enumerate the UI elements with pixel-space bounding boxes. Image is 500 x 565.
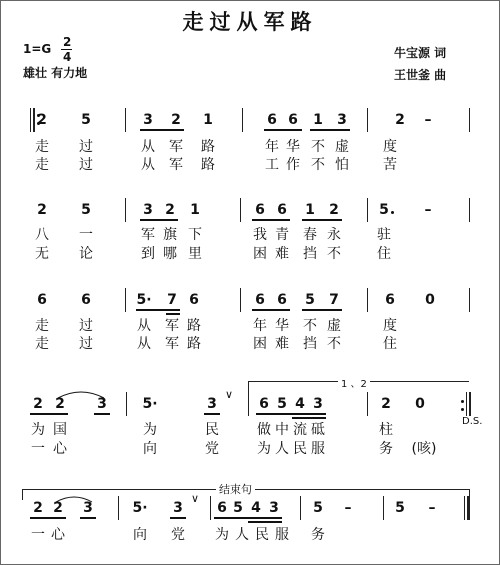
lyric: 虚 bbox=[335, 139, 349, 155]
note: 5· bbox=[142, 396, 158, 412]
lyric: 从 bbox=[137, 336, 151, 352]
lyric: 军 bbox=[169, 139, 183, 155]
lyric: 年 bbox=[265, 139, 279, 155]
lyric: 一 bbox=[31, 527, 45, 543]
note: 3 bbox=[97, 396, 107, 412]
lyric: 论 bbox=[79, 246, 93, 262]
lyric: 向 bbox=[133, 527, 147, 543]
repeat-bar bbox=[30, 108, 31, 132]
lyric: 路 bbox=[201, 157, 215, 173]
note: 3 bbox=[269, 500, 279, 516]
note: 5 bbox=[305, 292, 315, 308]
note: 6 bbox=[267, 112, 277, 128]
note: 6 bbox=[385, 292, 395, 308]
breath-mark: ∨ bbox=[191, 492, 200, 505]
lyric: 过 bbox=[79, 336, 93, 352]
note: 3 bbox=[313, 396, 323, 412]
eighth-underline bbox=[302, 219, 342, 221]
note: 5 bbox=[277, 396, 287, 412]
lyric: 不 bbox=[311, 157, 325, 173]
lyric: 中 bbox=[275, 422, 289, 438]
eighth-underline bbox=[80, 517, 96, 519]
lyric: 为 bbox=[257, 441, 271, 457]
lyric: 华 bbox=[286, 139, 300, 155]
lyric: 柱 bbox=[379, 422, 393, 438]
lyric: 路 bbox=[201, 139, 215, 155]
lyric: 无 bbox=[35, 246, 49, 262]
barline bbox=[367, 392, 368, 416]
barline bbox=[367, 198, 368, 222]
barline bbox=[469, 108, 470, 132]
lyric: 不 bbox=[327, 246, 341, 262]
repeat-bar-thick bbox=[469, 392, 471, 416]
eighth-underline bbox=[264, 129, 302, 131]
lyric: 军 bbox=[141, 227, 155, 243]
dash: – bbox=[424, 202, 432, 218]
composer-credit: 王世釜 曲 bbox=[394, 68, 447, 82]
tie-arc bbox=[54, 494, 94, 503]
barline bbox=[367, 288, 368, 312]
lyric: 不 bbox=[311, 139, 325, 155]
note: 2 bbox=[165, 202, 175, 218]
eighth-underline bbox=[252, 309, 290, 311]
lyric: 过 bbox=[79, 318, 93, 334]
note: 3 bbox=[207, 396, 217, 412]
lyric: 党 bbox=[205, 441, 219, 457]
note: 2 bbox=[171, 112, 181, 128]
lyric: 不 bbox=[303, 318, 317, 334]
lyric: 度 bbox=[383, 139, 397, 155]
lyric: 一 bbox=[79, 227, 93, 243]
eighth-underline bbox=[204, 413, 220, 415]
note: 6 bbox=[277, 292, 287, 308]
lyric: 人 bbox=[275, 441, 289, 457]
eighth-underline bbox=[310, 129, 350, 131]
dash: – bbox=[424, 112, 432, 128]
lyric: 路 bbox=[187, 336, 201, 352]
note: 6 bbox=[37, 292, 47, 308]
lyric: 服 bbox=[311, 441, 325, 457]
lyric: 从 bbox=[137, 318, 151, 334]
lyric: 为 bbox=[31, 422, 45, 438]
note: 2 bbox=[55, 396, 65, 412]
lyric: 驻 bbox=[377, 227, 391, 243]
tie-arc bbox=[56, 389, 106, 399]
lyric: 为 bbox=[215, 527, 229, 543]
note: 7 bbox=[167, 292, 177, 308]
note: 1 bbox=[203, 112, 213, 128]
lyric: 虚 bbox=[327, 318, 341, 334]
time-signature-bottom: 4 bbox=[63, 50, 72, 64]
note: 2 bbox=[37, 202, 47, 218]
barline bbox=[240, 288, 241, 312]
note: 3 bbox=[83, 500, 93, 516]
barline bbox=[469, 198, 470, 222]
note: 7 bbox=[329, 292, 339, 308]
lyric: 砥 bbox=[311, 422, 325, 438]
eighth-underline bbox=[170, 517, 186, 519]
eighth-underline bbox=[256, 413, 326, 415]
lyricist-credit: 牛宝源 词 bbox=[394, 46, 447, 60]
note: 2 bbox=[53, 500, 63, 516]
lyric: 人 bbox=[235, 527, 249, 543]
lyric: 过 bbox=[79, 157, 93, 173]
lyric: 挡 bbox=[303, 336, 317, 352]
lyric: 民 bbox=[255, 527, 269, 543]
lyric: 困 bbox=[253, 336, 267, 352]
note: 6 bbox=[277, 202, 287, 218]
note: 1 bbox=[305, 202, 315, 218]
dash: – bbox=[428, 500, 436, 516]
dash: – bbox=[344, 500, 352, 516]
lyric: 心 bbox=[53, 441, 67, 457]
time-signature-top: 2 bbox=[63, 35, 72, 49]
lyric: 党 bbox=[171, 527, 185, 543]
note: 3 bbox=[173, 500, 183, 516]
key-signature: 1=G bbox=[23, 42, 52, 56]
lyric: 走 bbox=[35, 139, 49, 155]
note: 5 bbox=[233, 500, 243, 516]
repeat-dot bbox=[461, 400, 464, 403]
note: 3 bbox=[143, 202, 153, 218]
lyric: 永 bbox=[327, 227, 341, 243]
eighth-underline bbox=[30, 413, 68, 415]
volta-label: 1 、2 bbox=[338, 375, 370, 390]
barline bbox=[367, 108, 368, 132]
note: 6 bbox=[81, 292, 91, 308]
lyric: 不 bbox=[327, 336, 341, 352]
barline bbox=[125, 198, 126, 222]
eighth-underline bbox=[30, 517, 66, 519]
lyric: 挡 bbox=[303, 246, 317, 262]
score-title: 走过从军路 bbox=[182, 10, 318, 34]
note: 3 bbox=[143, 112, 153, 128]
note: 2 bbox=[329, 202, 339, 218]
lyric: 工 bbox=[265, 157, 279, 173]
lyric: 从 bbox=[141, 157, 155, 173]
note: 5· bbox=[132, 500, 148, 516]
note: 3 bbox=[337, 112, 347, 128]
eighth-underline bbox=[214, 517, 282, 519]
lyric: 旗 bbox=[163, 227, 177, 243]
barline bbox=[240, 198, 241, 222]
lyric: 军 bbox=[169, 157, 183, 173]
lyric: 军 bbox=[165, 318, 179, 334]
barline bbox=[242, 108, 243, 132]
rest: 0 bbox=[415, 396, 425, 412]
lyric: 华 bbox=[275, 318, 289, 334]
lyric: 一 bbox=[31, 441, 45, 457]
lyric: 下 bbox=[188, 227, 202, 243]
lyric: 心 bbox=[51, 527, 65, 543]
barline bbox=[383, 496, 384, 520]
lyric: 军 bbox=[165, 336, 179, 352]
note: 6 bbox=[255, 202, 265, 218]
lyric: 哪 bbox=[163, 246, 177, 262]
lyric: 住 bbox=[377, 246, 391, 262]
breath-mark: ∨ bbox=[225, 388, 234, 401]
note: 6 bbox=[217, 500, 227, 516]
lyric: 走 bbox=[35, 157, 49, 173]
coda-label: 结束句 bbox=[216, 481, 255, 497]
lyric: 过 bbox=[79, 139, 93, 155]
note: 2 bbox=[37, 112, 47, 128]
note: 6 bbox=[259, 396, 269, 412]
lyric: 为 bbox=[143, 422, 157, 438]
lyric: 度 bbox=[383, 318, 397, 334]
lyric: 服 bbox=[275, 527, 289, 543]
expression-mark: 雄壮 有力地 bbox=[23, 66, 88, 80]
lyric: 苦 bbox=[383, 157, 397, 173]
lyric: 我 bbox=[253, 227, 267, 243]
eighth-underline bbox=[94, 413, 110, 415]
eighth-underline bbox=[136, 309, 180, 311]
lyric: 里 bbox=[188, 246, 202, 262]
lyric: 春 bbox=[303, 227, 317, 243]
lyric: 年 bbox=[253, 318, 267, 334]
note: 6 bbox=[288, 112, 298, 128]
note: 5 bbox=[395, 500, 405, 516]
barline bbox=[118, 496, 119, 520]
lyric: 务 bbox=[379, 441, 393, 457]
repeat-dot bbox=[461, 408, 464, 411]
note: 1 bbox=[313, 112, 323, 128]
barline bbox=[210, 496, 211, 520]
lyric: 从 bbox=[141, 139, 155, 155]
barline bbox=[248, 392, 249, 416]
sixteenth-underline bbox=[248, 521, 282, 523]
note: 2 bbox=[395, 112, 405, 128]
lyric: 向 bbox=[143, 441, 157, 457]
lyric: 流 bbox=[293, 422, 307, 438]
note: 4 bbox=[251, 500, 261, 516]
lyric: 困 bbox=[253, 246, 267, 262]
lyric: 青 bbox=[275, 227, 289, 243]
lyric: 怕 bbox=[335, 157, 349, 173]
note: 5 bbox=[313, 500, 323, 516]
lyric: 民 bbox=[205, 422, 219, 438]
note: 1 bbox=[190, 202, 200, 218]
note: 6 bbox=[255, 292, 265, 308]
barline bbox=[300, 496, 301, 520]
repeat-bar bbox=[466, 392, 467, 416]
barline bbox=[469, 288, 470, 312]
note: 2 bbox=[33, 500, 43, 516]
note: 2 bbox=[381, 396, 391, 412]
lyric: 民 bbox=[293, 441, 307, 457]
lyric: 到 bbox=[141, 246, 155, 262]
lyric: 路 bbox=[187, 318, 201, 334]
lyric: 八 bbox=[35, 227, 49, 243]
lyric: (咳) bbox=[411, 441, 437, 457]
barline bbox=[126, 392, 127, 416]
barline bbox=[125, 108, 126, 132]
note: 6 bbox=[189, 292, 199, 308]
final-bar-thin bbox=[464, 496, 465, 520]
eighth-underline bbox=[252, 219, 290, 221]
eighth-underline bbox=[140, 129, 184, 131]
lyric: 国 bbox=[53, 422, 67, 438]
lyric: 难 bbox=[275, 336, 289, 352]
barline bbox=[125, 288, 126, 312]
lyric: 作 bbox=[286, 157, 300, 173]
lyric: 走 bbox=[35, 336, 49, 352]
note: 5 bbox=[81, 202, 91, 218]
lyric: 务 bbox=[311, 527, 325, 543]
final-bar-thick bbox=[467, 496, 470, 520]
note: 5 bbox=[81, 112, 91, 128]
eighth-underline bbox=[140, 219, 178, 221]
note: 5· bbox=[136, 292, 152, 308]
note: 5 bbox=[379, 202, 389, 218]
lyric: 难 bbox=[275, 246, 289, 262]
lyric: 住 bbox=[383, 336, 397, 352]
lyric: 做 bbox=[257, 422, 271, 438]
lyric: 走 bbox=[35, 318, 49, 334]
eighth-underline bbox=[302, 309, 342, 311]
rest: 0 bbox=[425, 292, 435, 308]
note: 4 bbox=[295, 396, 305, 412]
augmentation-dot bbox=[391, 211, 394, 214]
note: 2 bbox=[33, 396, 43, 412]
ds-label: D.S. bbox=[462, 416, 483, 427]
